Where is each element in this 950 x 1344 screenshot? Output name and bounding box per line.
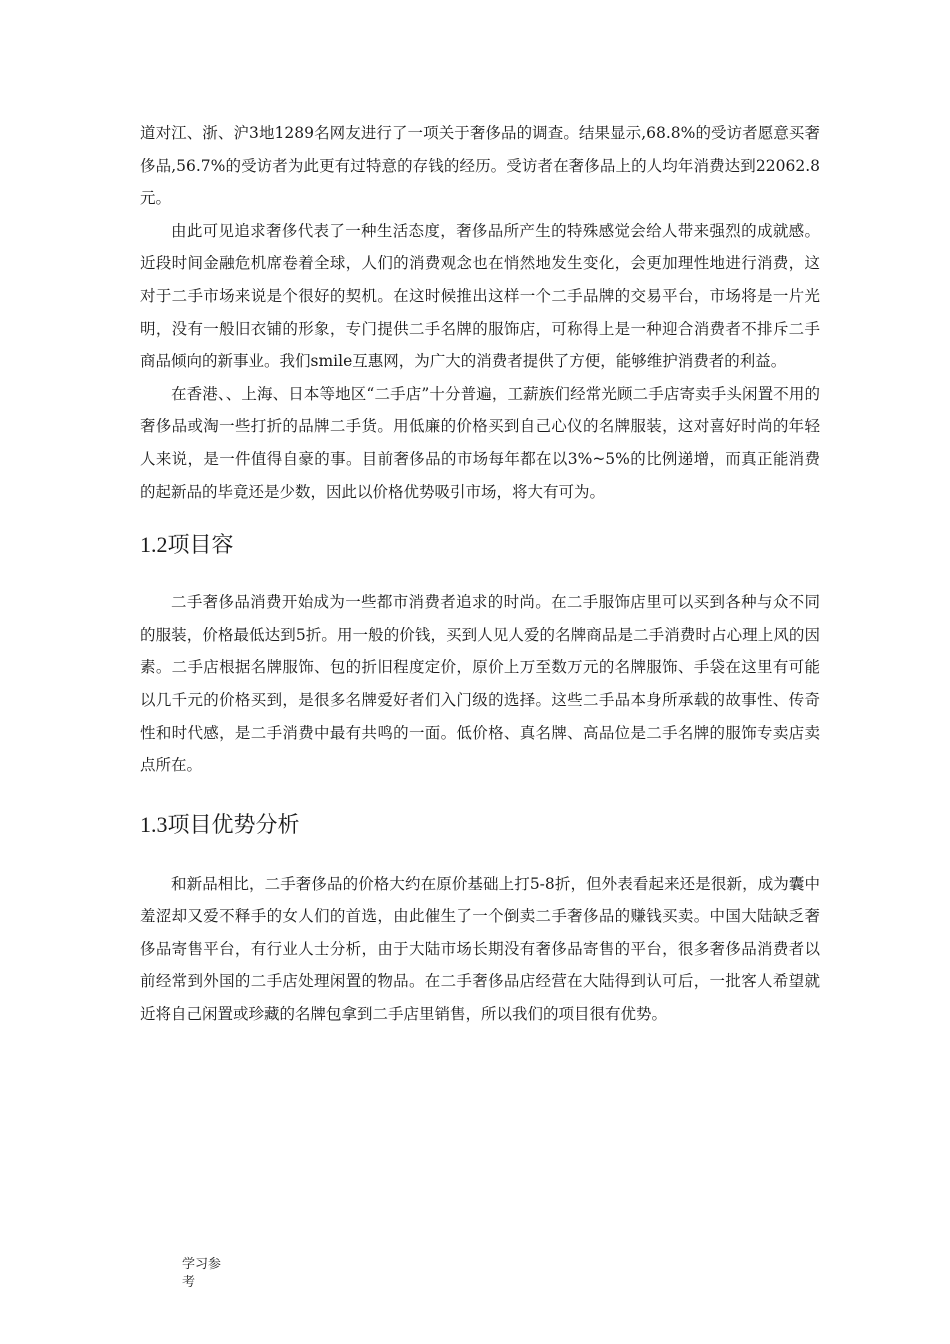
paragraph-advantage-analysis: 和新品相比，二手奢侈品的价格大约在原价基础上打5-8折，但外表看起来还是很新，成为囊中羞涩却又爱不释手的女人们的首选，由此催生了一个倒卖二手奢侈品的赚钱买卖。中国大陆缺乏奢侈品寄售平台，有行业人士分析，由于大陆市场长期没有奢侈品寄售的平台，很多奢侈品消费者以前经常到外国的二手店处理闲置的物品。在二手奢侈品店经营在大陆得到认可后，一批客人希望就近将自己闲置或珍藏的名牌包拿到二手店里销售，所以我们的项目很有优势。 [140, 874, 820, 1024]
paragraph-project-content: 二手奢侈品消费开始成为一些都市消费者追求的时尚。在二手服饰店里可以买到各种与众不同的服装，价格最低达到5折。用一般的价钱，买到人见人爱的名牌商品是二手消费时占心理上风的因素。二手店根据名牌服饰、包的折旧程度定价，原价上万至数万元的名牌服饰、手袋在这里有可能以几千元的价格买到，是很多名牌爱好者们入门级的选择。这些二手品本身所承载的故事性、传奇性和时代感，是二手消费中最有共鸣的一面。低价格、真名牌、高品位是二手名牌的服饰专卖店卖点所在。 [140, 593, 820, 775]
paragraph-luxury-attitude: 由此可见追求奢侈代表了一种生活态度，奢侈品所产生的特殊感觉会给人带来强烈的成就感。近段时间金融危机席卷着全球，人们的消费观念也在悄然地发生变化，会更加理性地进行消费，这对于二手市场来说是个很好的契机。在这时候推出这样一个二手品牌的交易平台，市场将是一片光明，没有一般旧衣铺的形象，专门提供二手名牌的服饰店，可称得上是一种迎合消费者不排斥二手商品倾向的新事业。我们smile互惠网，为广大的消费者提供了方便，能够维护消费者的利益。 [140, 221, 820, 371]
footer-watermark-text: 学习参考 [182, 1257, 222, 1290]
document-body [140, 117, 820, 1031]
paragraph-second-hand-stores: 在香港、、上海、日本等地区“二手店”十分普遍，工薪族们经常光顾二手店寄卖手头闲置不用的奢侈品或淘一些打折的品牌二手货。用低廉的价格买到自己心仪的名牌服装，这对喜好时尚的年轻人来说，是一件值得自豪的事。目前奢侈品的市场每年都在以3%~5%的比例递增，而真正能消费的起新品的毕竟还是少数，因此以价格优势吸引市场，将大有可为。 [140, 384, 820, 501]
section-heading-project-content: 1.2项目容 [140, 532, 234, 558]
section-heading-advantage-analysis: 1.3项目优势分析 [140, 811, 300, 837]
paragraph-survey-results: 道对江、浙、沪3地1289名网友进行了一项关于奢侈品的调查。结果显示,68.8%的受访者愿意买奢侈品,56.7%的受访者为此更有过特意的存钱的经历。受访者在奢侈品上的人均年消费达到22062.8元。 [140, 124, 820, 208]
